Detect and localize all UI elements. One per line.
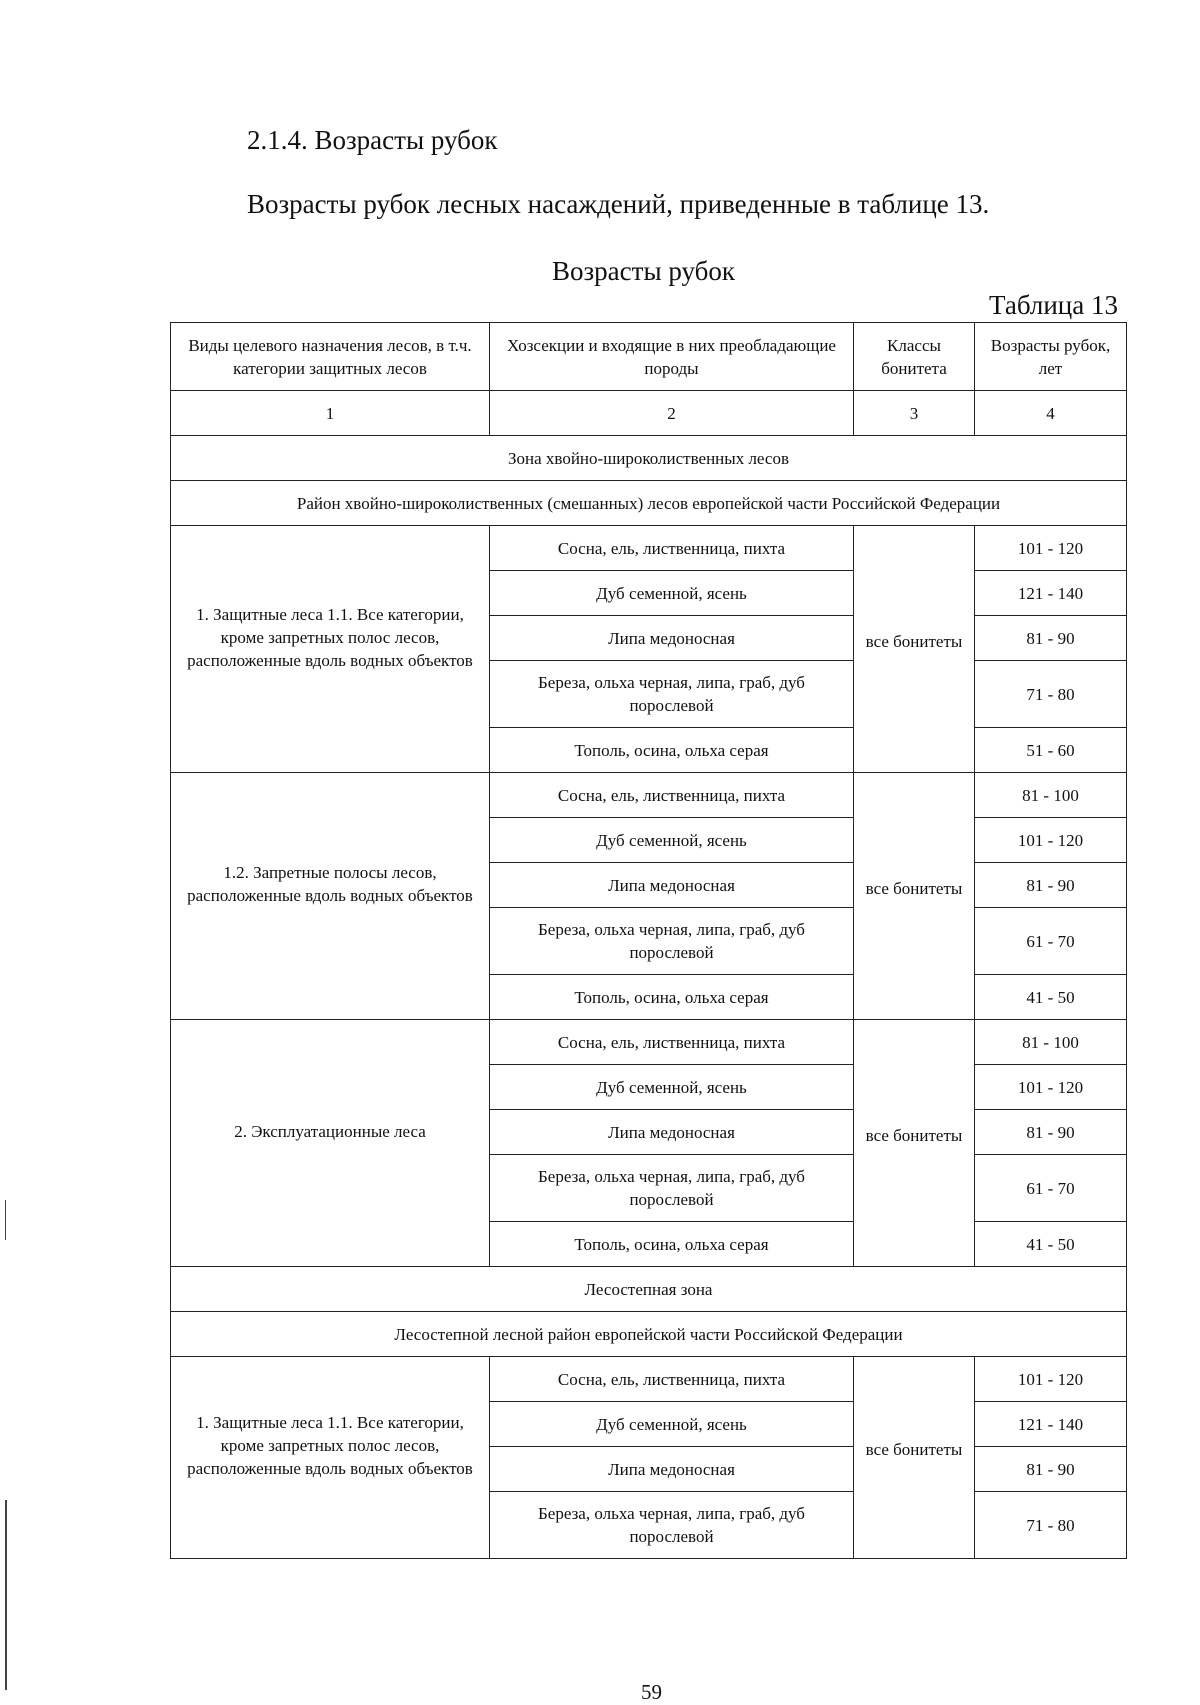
purpose-text: 1. Защитные леса 1.1. Все категории, кроме запретных полос лесов, расположенные вдоль водных объектов — [187, 604, 473, 670]
zone-title: Зона хвойно-широколиственных лесов — [171, 436, 1127, 481]
bonitet-text: все бонитеты — [865, 631, 963, 651]
header-purpose: Виды целевого назначения лесов, в т.ч. категории защитных лесов — [171, 323, 490, 391]
species-cell: Дуб семенной, ясень — [490, 1402, 854, 1447]
species-cell: Липа медоносная — [490, 863, 854, 908]
scan-edge-line — [5, 1500, 7, 1690]
section-title: 2.1.4. Возрасты рубок — [247, 125, 498, 155]
purpose-cell — [171, 1020, 490, 1267]
bonitet-cell — [854, 526, 975, 773]
age-cell: 81 - 90 — [975, 616, 1127, 661]
column-number: 2 — [490, 391, 854, 436]
table-row — [171, 526, 1127, 571]
age-cell: 61 - 70 — [975, 908, 1127, 975]
species-cell: Сосна, ель, лиственница, пихта — [490, 773, 854, 818]
age-cell: 71 - 80 — [975, 661, 1127, 728]
felling-age-table — [170, 322, 1127, 1559]
bonitet-text: все бонитеты — [865, 1125, 963, 1145]
age-cell: 61 - 70 — [975, 1155, 1127, 1222]
species-cell: Липа медоносная — [490, 616, 854, 661]
purpose-cell — [171, 773, 490, 1020]
age-cell: 41 - 50 — [975, 975, 1127, 1020]
table-number: Таблица 13 — [989, 290, 1118, 320]
purpose-cell — [171, 526, 490, 773]
column-number: 4 — [975, 391, 1127, 436]
age-cell: 101 - 120 — [975, 526, 1127, 571]
column-number-row — [171, 391, 1127, 436]
age-cell: 81 - 90 — [975, 1447, 1127, 1492]
intro-paragraph: Возрасты рубок лесных насаждений, приведенные в таблице 13. — [247, 189, 990, 219]
region-title: Район хвойно-широколиственных (смешанных) лесов европейской части Российской Федерации — [171, 481, 1127, 526]
species-cell: Береза, ольха черная, липа, граб, дуб порослевой — [490, 1492, 854, 1559]
species-cell: Береза, ольха черная, липа, граб, дуб порослевой — [490, 661, 854, 728]
table-header-row — [171, 323, 1127, 391]
age-cell: 81 - 90 — [975, 1110, 1127, 1155]
zone-row — [171, 436, 1127, 481]
bonitet-cell — [854, 1020, 975, 1267]
header-species: Хозсекции и входящие в них преобладающие породы — [490, 323, 854, 391]
table-body — [171, 391, 1127, 1559]
species-cell: Береза, ольха черная, липа, граб, дуб порослевой — [490, 908, 854, 975]
purpose-text: 1. Защитные леса 1.1. Все категории, кроме запретных полос лесов, расположенные вдоль водных объектов — [187, 1413, 473, 1478]
bonitet-text: все бонитеты — [865, 878, 963, 898]
species-cell: Липа медоносная — [490, 1110, 854, 1155]
age-cell: 121 - 140 — [975, 571, 1127, 616]
table-row — [171, 773, 1127, 818]
table-title: Возрасты рубок — [552, 256, 735, 286]
scan-edge-line — [5, 1200, 6, 1240]
age-cell: 81 - 100 — [975, 773, 1127, 818]
table-row — [171, 1020, 1127, 1065]
species-cell: Сосна, ель, лиственница, пихта — [490, 526, 854, 571]
age-cell: 81 - 90 — [975, 863, 1127, 908]
table-row — [171, 1357, 1127, 1402]
age-cell: 101 - 120 — [975, 1065, 1127, 1110]
region-title: Лесостепной лесной район европейской части Российской Федерации — [171, 1312, 1127, 1357]
bonitet-cell — [854, 1357, 975, 1559]
purpose-text: 1.2. Запретные полосы лесов, расположенные вдоль водных объектов — [187, 863, 473, 905]
species-cell: Сосна, ель, лиственница, пихта — [490, 1020, 854, 1065]
species-cell: Тополь, осина, ольха серая — [490, 728, 854, 773]
species-cell: Тополь, осина, ольха серая — [490, 1222, 854, 1267]
age-cell: 101 - 120 — [975, 1357, 1127, 1402]
age-cell: 81 - 100 — [975, 1020, 1127, 1065]
age-cell: 51 - 60 — [975, 728, 1127, 773]
species-cell: Сосна, ель, лиственница, пихта — [490, 1357, 854, 1402]
zone-row — [171, 1267, 1127, 1312]
species-cell: Береза, ольха черная, липа, граб, дуб порослевой — [490, 1155, 854, 1222]
column-number: 1 — [171, 391, 490, 436]
age-cell: 71 - 80 — [975, 1492, 1127, 1559]
age-cell: 101 - 120 — [975, 818, 1127, 863]
region-row — [171, 1312, 1127, 1357]
bonitet-text: все бонитеты — [865, 1440, 963, 1459]
species-cell: Дуб семенной, ясень — [490, 818, 854, 863]
header-bonitet: Классы бонитета — [854, 323, 975, 391]
column-number: 3 — [854, 391, 975, 436]
purpose-text: 2. Эксплуатационные леса — [234, 1121, 426, 1141]
page-number: 59 — [641, 1680, 662, 1704]
species-cell: Дуб семенной, ясень — [490, 571, 854, 616]
age-cell: 121 - 140 — [975, 1402, 1127, 1447]
region-row — [171, 481, 1127, 526]
header-age: Возрасты рубок, лет — [975, 323, 1127, 391]
purpose-cell — [171, 1357, 490, 1559]
zone-title: Лесостепная зона — [171, 1267, 1127, 1312]
age-cell: 41 - 50 — [975, 1222, 1127, 1267]
species-cell: Дуб семенной, ясень — [490, 1065, 854, 1110]
species-cell: Липа медоносная — [490, 1447, 854, 1492]
bonitet-cell — [854, 773, 975, 1020]
species-cell: Тополь, осина, ольха серая — [490, 975, 854, 1020]
